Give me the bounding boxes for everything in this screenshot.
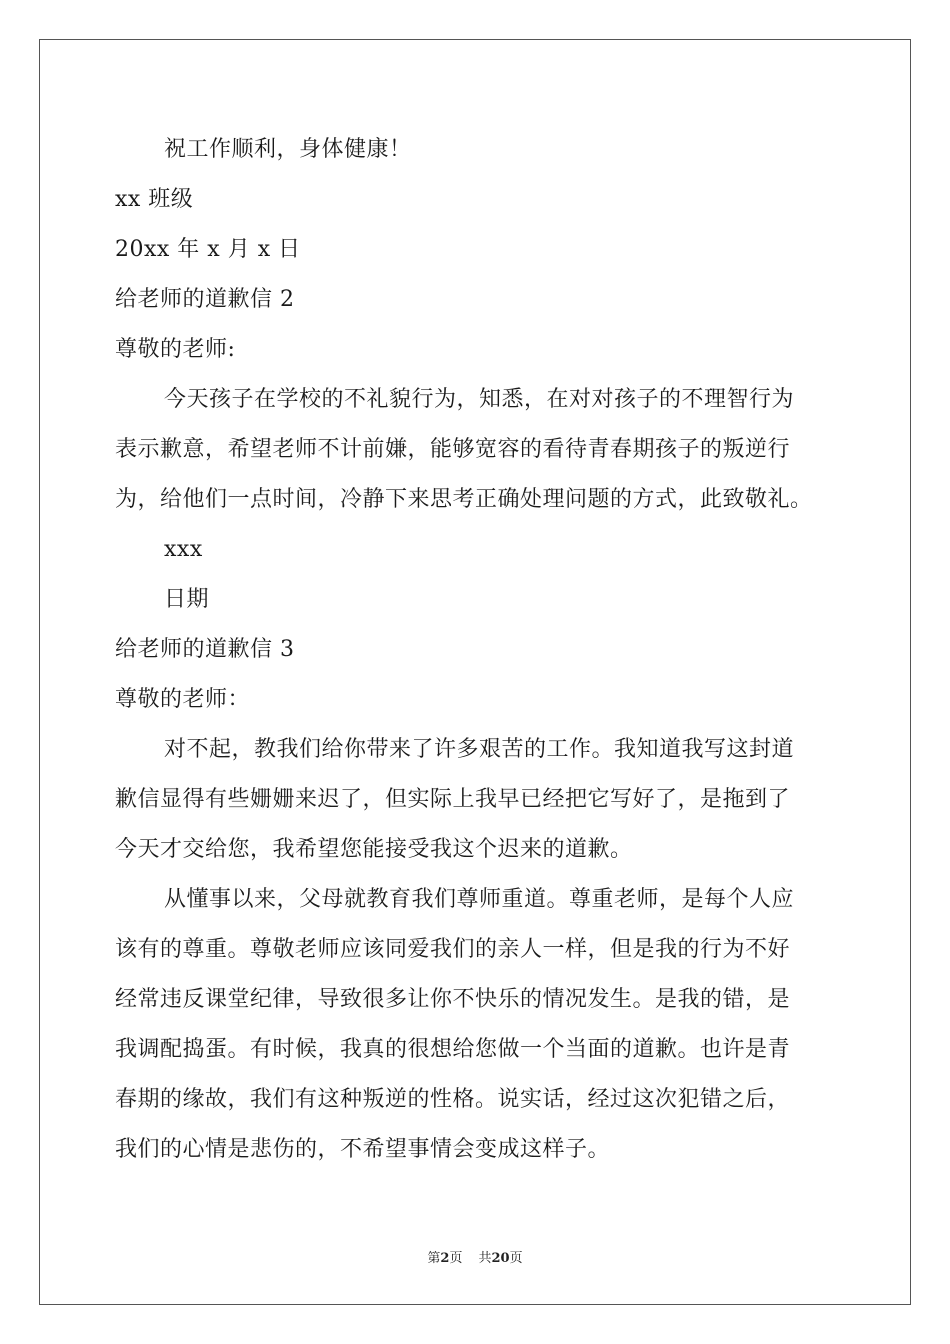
letter-title: 给老师的道歉信 3 xyxy=(115,637,295,662)
text-line: 我调配捣蛋。有时候，我真的很想给您做一个当面的道歉。也许是青 xyxy=(115,1037,791,1062)
text-line: 今天才交给您，我希望您能接受我这个迟来的道歉。 xyxy=(115,837,633,862)
text-line: 歉信显得有些姗姗来迟了，但实际上我早已经把它写好了，是拖到了 xyxy=(115,787,791,812)
text-line: 经常违反课堂纪律，导致很多让你不快乐的情况发生。是我的错，是 xyxy=(115,987,791,1012)
text-line: 表示歉意，希望老师不计前嫌，能够宽容的看待青春期孩子的叛逆行 xyxy=(115,437,791,462)
page-number: 2 xyxy=(440,1251,450,1266)
text-line: 春期的缘故，我们有这种叛逆的性格。说实话，经过这次犯错之后， xyxy=(115,1087,791,1112)
text-line: 我们的心情是悲伤的，不希望事情会变成这样子。 xyxy=(115,1137,611,1162)
page-label-suffix: 页 xyxy=(449,1251,463,1266)
text-line: 从懂事以来，父母就教育我们尊师重道。尊重老师，是每个人应 xyxy=(164,887,795,912)
page-label-prefix: 第 xyxy=(427,1251,441,1266)
salutation: 尊敬的老师: xyxy=(115,337,236,362)
text-line: xx 班级 xyxy=(115,187,194,212)
page-footer xyxy=(0,1247,950,1266)
signature: xxx xyxy=(164,537,203,562)
total-label-suffix: 页 xyxy=(509,1251,523,1266)
text-line: 20xx 年 x 月 x 日 xyxy=(115,237,301,262)
text-line: 为，给他们一点时间，冷静下来思考正确处理问题的方式，此致敬礼。 xyxy=(115,487,813,512)
document-body xyxy=(115,125,845,1175)
text-line: 对不起，教我们给你带来了许多艰苦的工作。我知道我写这封道 xyxy=(164,737,795,762)
letter-title: 给老师的道歉信 2 xyxy=(115,287,295,312)
salutation: 尊敬的老师： xyxy=(115,687,251,712)
total-label-prefix: 共 xyxy=(478,1251,492,1266)
text-line: 该有的尊重。尊敬老师应该同爱我们的亲人一样，但是我的行为不好 xyxy=(115,937,791,962)
text-line: 今天孩子在学校的不礼貌行为，知悉，在对对孩子的不理智行为 xyxy=(164,387,795,412)
date-line: 日期 xyxy=(164,587,210,612)
text-line: 祝工作顺利，身体健康！ xyxy=(164,137,412,162)
total-pages: 20 xyxy=(491,1251,510,1266)
